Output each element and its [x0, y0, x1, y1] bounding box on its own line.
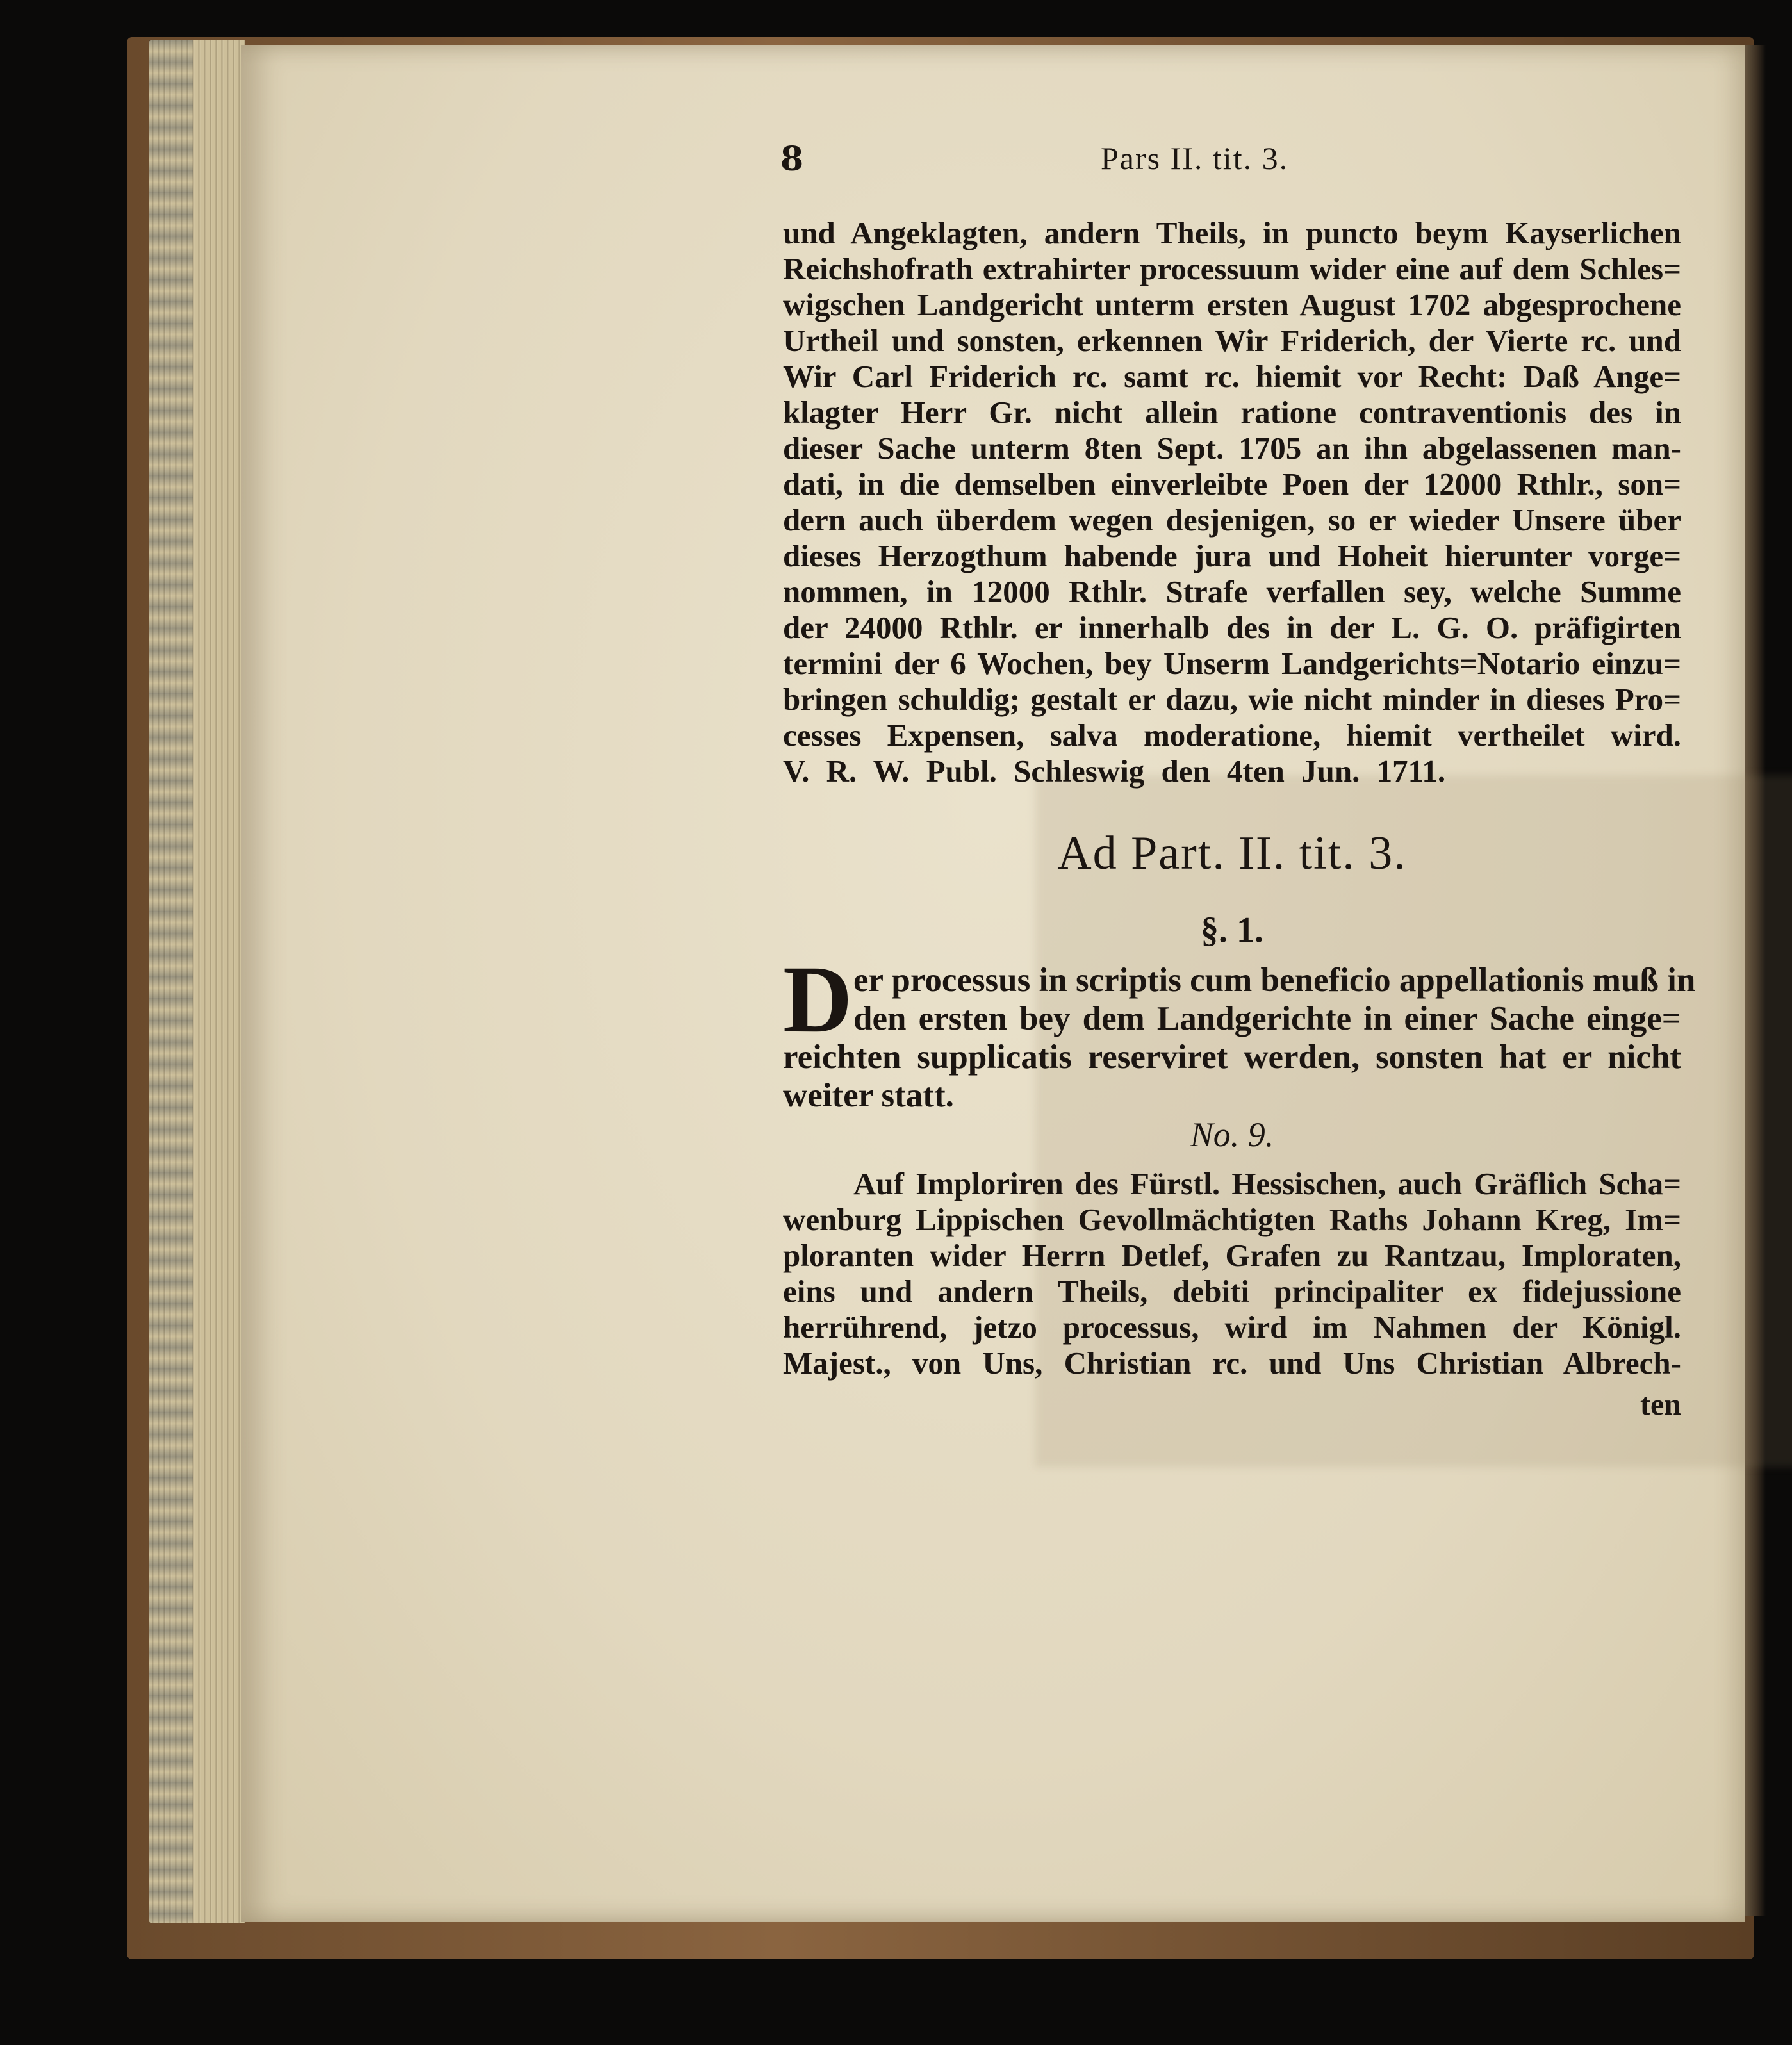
text-line: Wir Carl Friderich rc. samt rc. hiemit vor Recht: Daß Ange=: [783, 359, 1681, 394]
text-line: cesses Expensen, salva moderatione, hiemit vertheilet wird.: [783, 718, 1681, 753]
text-line: wigschen Landgericht unterm ersten August 1702 abgesprochene: [783, 287, 1681, 322]
text-line: dieses Herzogthum habende jura und Hoheit hierunter vorge=: [783, 538, 1681, 573]
text-line: weiter statt.: [783, 1077, 954, 1114]
page-header: [780, 140, 1690, 185]
running-title: Pars II. tit. 3.: [1101, 140, 1289, 176]
section-title: Ad Part. II. tit. 3.: [1057, 827, 1407, 880]
implorant-paragraph: [783, 1166, 1681, 1381]
text-line: termini der 6 Wochen, bey Unserm Landgerichts=Notario einzu=: [783, 646, 1681, 681]
section-paragraph: [783, 946, 1696, 1115]
text-line: Majest., von Uns, Christian rc. und Uns Christian Albrech-: [783, 1345, 1681, 1381]
text-line: nommen, in 12000 Rthlr. Strafe verfallen sey, welche Summe: [783, 574, 1681, 609]
text-line: herrührend, jetzo processus, wird im Nahmen der Königl.: [783, 1310, 1681, 1345]
drop-cap: D: [783, 946, 853, 1053]
text-line: der 24000 Rthlr. er innerhalb des in der L. G. O. präfigirten: [783, 610, 1681, 645]
text-line: V. R. W. Publ. Schleswig den 4ten Jun. 1711.: [783, 753, 1446, 789]
catchword: ten: [1640, 1388, 1681, 1422]
page-number: 8: [780, 140, 804, 179]
page-edges: [149, 40, 245, 1923]
text-line: klagter Herr Gr. nicht allein ratione contraventionis des in: [783, 395, 1681, 430]
text-line: wenburg Lippischen Gevollmächtigten Raths Johann Kreg, Im=: [783, 1202, 1681, 1237]
text-line: er processus in scriptis cum beneficio appellationis muß in: [853, 962, 1696, 999]
text-line: Auf Imploriren des Fürstl. Hessischen, auch Gräflich Scha=: [853, 1166, 1681, 1201]
text-line: und Angeklagten, andern Theils, in puncto beym Kayserlichen: [783, 215, 1681, 250]
text-line: Urtheil und sonsten, erkennen Wir Friderich, der Vierte rc. und: [783, 323, 1681, 358]
section-mark: §. 1.: [1201, 910, 1263, 950]
judgment-paragraph: [783, 215, 1681, 789]
text-line: den ersten bey dem Landgerichte in einer Sache einge=: [853, 1000, 1681, 1037]
text-line: dern auch überdem wegen desjenigen, so er wieder Unsere über: [783, 502, 1681, 538]
text-line: reichten supplicatis reserviret werden, sonsten hat er nicht: [783, 1039, 1681, 1076]
text-line: dieser Sache unterm 8ten Sept. 1705 an ihn abgelassenen man-: [783, 431, 1681, 466]
text-line: eins und andern Theils, debiti principaliter ex fidejussione: [783, 1274, 1681, 1309]
text-line: ploranten wider Herrn Detlef, Grafen zu Rantzau, Imploraten,: [783, 1238, 1681, 1273]
text-line: Reichshofrath extrahirter processuum wider eine auf dem Schles=: [783, 251, 1681, 286]
text-line: dati, in die demselben einverleibte Poen der 12000 Rthlr., son=: [783, 466, 1681, 502]
number-heading: No. 9.: [1190, 1115, 1274, 1154]
text-line: bringen schuldig; gestalt er dazu, wie nicht minder in dieses Pro=: [783, 682, 1681, 717]
